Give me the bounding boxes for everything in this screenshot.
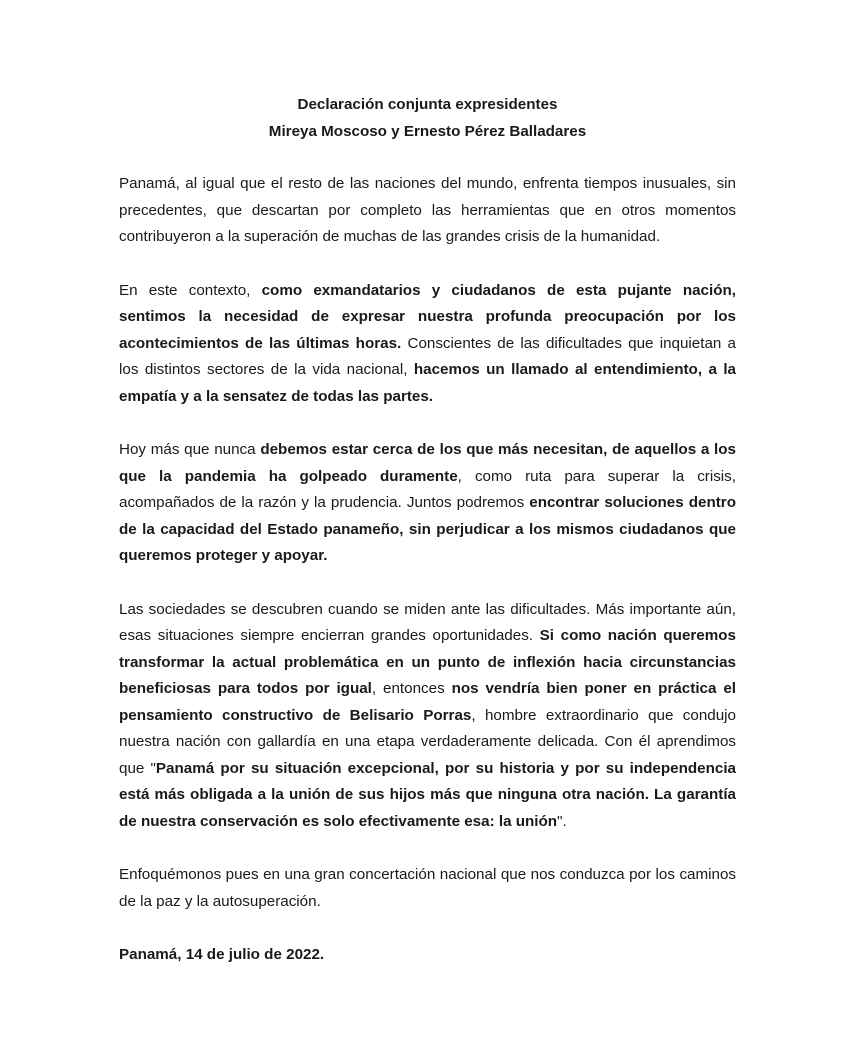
- paragraph-4: [119, 597, 736, 836]
- signature-date: Panamá, 14 de julio de 2022.: [119, 946, 325, 963]
- spacer: [119, 410, 736, 437]
- paragraph-2-segment-1: En este contexto,: [119, 281, 262, 299]
- paragraph-4-segment-5: , hombre extraordinario que condujo nuestra nación con gallardía en una etapa verdaderamente delicada. Con él aprendimos que ": [119, 706, 736, 777]
- paragraph-1-text: Panamá, al igual que el resto de las naciones del mundo, enfrenta tiempos inusuales, sin precedentes, que descartan por completo las herramientas que en otros momentos contribuyeron a la superación de muchas de las grandes crisis de la humanidad.: [119, 175, 736, 245]
- paragraph-3: [119, 437, 736, 570]
- spacer: [119, 570, 736, 597]
- paragraph-2: [119, 278, 736, 411]
- document-title-line-1: Declaración conjunta expresidentes: [297, 96, 558, 113]
- spacer: [119, 251, 736, 278]
- paragraph-4-segment-1: Las sociedades se descubren cuando se miden ante las dificultades. Más importante aún, esas situaciones siempre encierran grandes oportunidades.: [119, 600, 736, 644]
- paragraph-4-segment-7: ".: [557, 812, 567, 830]
- paragraph-4-bold-3: Panamá por su situación excepcional, por su historia y por su independencia está más obligada a la unión de sus hijos más que ninguna otra nación. La garantía de nuestra conservación es solo efectivamente esa: la unión: [119, 759, 736, 830]
- paragraph-1: [119, 171, 736, 251]
- paragraph-3-segment-1: Hoy más que nunca: [119, 441, 261, 458]
- spacer: [119, 145, 736, 171]
- document-page: [119, 92, 736, 969]
- paragraph-2-bold-2: hacemos un llamado al entendimiento, a la empatía y a la sensatez de todas las partes.: [119, 361, 736, 405]
- spacer: [119, 835, 736, 862]
- paragraph-3-bold-2: encontrar soluciones dentro de la capacidad del Estado panameño, sin perjudicar a los mismos ciudadanos que queremos proteger y apoyar.: [119, 494, 736, 564]
- spacer: [119, 915, 736, 942]
- document-title-line-2: Mireya Moscoso y Ernesto Pérez Balladares: [268, 122, 587, 140]
- paragraph-4-bold-2: nos vendría bien poner en práctica el pensamiento constructivo de Belisario Porras: [119, 680, 736, 724]
- paragraph-4-segment-3: , entonces: [371, 680, 452, 697]
- paragraph-2-segment-3: Conscientes de las dificultades que inquietan a los distintos sectores de la vida nacional,: [119, 334, 737, 378]
- paragraph-3-bold-1: debemos estar cerca de los que más necesitan, de aquellos a los que la pandemia ha golpeado duramente: [119, 441, 736, 485]
- paragraph-4-bold-1: Si como nación queremos transformar la actual problemática en un punto de inflexión hacia circunstancias beneficiosas para todos por igual: [119, 627, 736, 697]
- paragraph-5-text: Enfoquémonos pues en una gran concertación nacional que nos conduzca por los caminos de la paz y la autosuperación.: [119, 866, 736, 910]
- paragraph-3-segment-3: , como ruta para superar la crisis, acompañados de la razón y la prudencia. Juntos podremos: [119, 467, 736, 511]
- paragraph-5: [119, 862, 736, 915]
- paragraph-2-bold-1: como exmandatarios y ciudadanos de esta pujante nación, sentimos la necesidad de expresar nuestra profunda preocupación por los acontecimientos de las últimas horas.: [119, 281, 736, 352]
